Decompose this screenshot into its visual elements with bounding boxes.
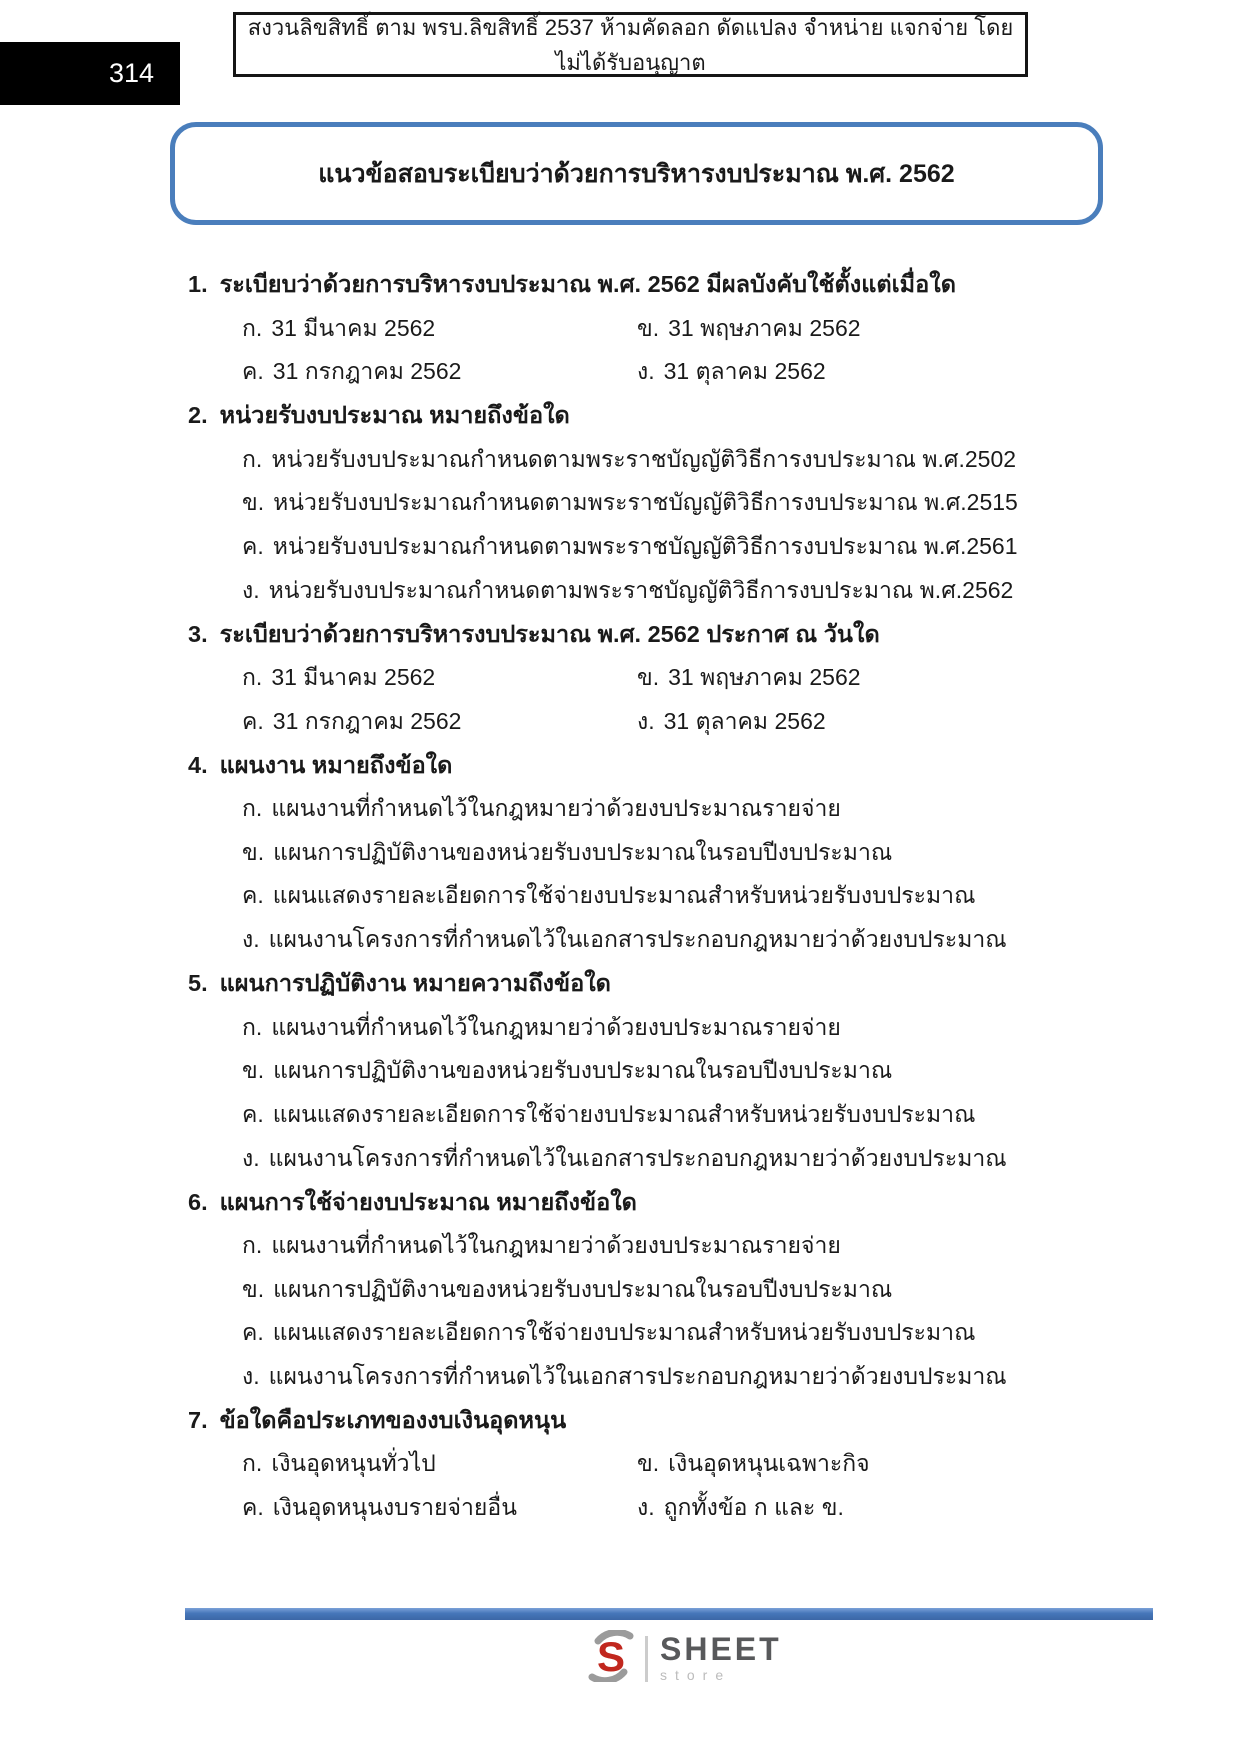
choice-label: ก. <box>242 1450 263 1477</box>
choice-option <box>242 704 637 740</box>
choice-label: ข. <box>637 1450 660 1477</box>
choice-option <box>637 1446 1188 1482</box>
choice-label: ง. <box>637 1494 655 1521</box>
choice-option <box>637 704 1188 740</box>
choice-option <box>637 354 1188 390</box>
question-4-choice-d <box>188 918 1188 962</box>
choice-label: ค. <box>242 882 264 909</box>
question-number: 7. <box>188 1407 208 1434</box>
document-title: แนวข้อสอบระเบียบว่าด้วยการบริหารงบประมาณ พ.ศ. 2562 <box>318 159 955 188</box>
question-text: แผนการใช้จ่ายงบประมาณ หมายถึงข้อใด <box>219 1188 637 1215</box>
question-text: ข้อใดคือประเภทของงบเงินอุดหนุน <box>219 1407 567 1434</box>
question-5-heading <box>188 962 1188 1006</box>
choice-text: หน่วยรับงบประมาณกำหนดตามพระราชบัญญัติวิธีการงบประมาณ พ.ศ.2515 <box>273 489 1018 516</box>
choice-label: ค. <box>242 1100 264 1127</box>
question-4-heading <box>188 744 1188 788</box>
choice-option <box>242 1446 637 1482</box>
choice-label: ง. <box>242 926 260 953</box>
question-1-heading <box>188 263 1188 307</box>
question-7-choices-row-2 <box>188 1486 1188 1530</box>
question-7-choices-row-1 <box>188 1443 1188 1487</box>
question-4-choice-c <box>188 875 1188 919</box>
question-5-choice-d <box>188 1137 1188 1181</box>
question-4-choice-a <box>188 787 1188 831</box>
choice-text: แผนการปฏิบัติงานของหน่วยรับงบประมาณในรอบปีงบประมาณ <box>273 838 893 865</box>
choice-label: ค. <box>242 358 264 385</box>
question-number: 6. <box>188 1188 208 1215</box>
choice-label: ข. <box>242 838 265 865</box>
question-number: 3. <box>188 620 208 647</box>
copyright-text: สงวนลิขสิทธิ์ ตาม พรบ.ลิขสิทธิ์ 2537 ห้ามคัดลอก ดัดแปลง จำหน่าย แจกจ่าย โดยไม่ได้รับอนุญาต <box>247 14 1014 75</box>
choice-label: ง. <box>637 358 655 385</box>
choice-label: ก. <box>242 795 263 822</box>
choice-option <box>637 660 1188 696</box>
question-1-choices-row-2 <box>188 350 1188 394</box>
choice-text: 31 มีนาคม 2562 <box>271 314 436 341</box>
logo-brand-subtext: store <box>660 1667 732 1683</box>
question-5-choice-c <box>188 1093 1188 1137</box>
choice-option <box>637 311 1188 347</box>
choice-text: เงินอุดหนุนงบรายจ่ายอื่น <box>272 1494 517 1521</box>
page-number-badge <box>0 42 180 105</box>
choice-label: ก. <box>242 664 263 691</box>
question-2-choice-b <box>188 481 1188 525</box>
choice-text: แผนแสดงรายละเอียดการใช้จ่ายงบประมาณสำหรับหน่วยรับงบประมาณ <box>272 1100 976 1127</box>
question-6-heading <box>188 1180 1188 1224</box>
question-6-choice-c <box>188 1312 1188 1356</box>
choice-text: แผนการปฏิบัติงานของหน่วยรับงบประมาณในรอบปีงบประมาณ <box>273 1057 893 1084</box>
choice-label: ค. <box>242 1494 264 1521</box>
logo-brand-text: SHEET <box>660 1631 782 1667</box>
choice-label: ค. <box>242 707 264 734</box>
choice-text: หน่วยรับงบประมาณกำหนดตามพระราชบัญญัติวิธีการงบประมาณ พ.ศ.2561 <box>272 532 1018 559</box>
choice-text: แผนการปฏิบัติงานของหน่วยรับงบประมาณในรอบปีงบประมาณ <box>273 1275 893 1302</box>
question-number: 4. <box>188 751 208 778</box>
choice-text: เงินอุดหนุนเฉพาะกิจ <box>668 1450 870 1477</box>
choice-label: ข. <box>242 1057 265 1084</box>
question-2-choice-c <box>188 525 1188 569</box>
question-text: แผนงาน หมายถึงข้อใด <box>219 751 453 778</box>
logo-divider <box>645 1636 648 1682</box>
choice-label: ก. <box>242 445 263 472</box>
choice-text: 31 กรกฎาคม 2562 <box>272 707 462 734</box>
question-1-choices-row-1 <box>188 307 1188 351</box>
choice-label: ข. <box>242 489 265 516</box>
choice-label: ข. <box>637 664 660 691</box>
copyright-notice-box <box>233 12 1028 77</box>
choice-label: ง. <box>242 1144 260 1171</box>
choice-text: แผนแสดงรายละเอียดการใช้จ่ายงบประมาณสำหรับหน่วยรับงบประมาณ <box>272 1319 976 1346</box>
choice-text: 31 ตุลาคม 2562 <box>663 358 826 385</box>
question-text: ระเบียบว่าด้วยการบริหารงบประมาณ พ.ศ. 2562 ประกาศ ณ วันใด <box>219 620 880 647</box>
choice-label: ก. <box>242 1013 263 1040</box>
choice-label: ก. <box>242 314 263 341</box>
question-number: 5. <box>188 970 208 997</box>
questions-list <box>188 263 1188 1530</box>
choice-text: 31 พฤษภาคม 2562 <box>668 664 861 691</box>
choice-option <box>242 354 637 390</box>
choice-label: ง. <box>637 707 655 734</box>
question-number: 1. <box>188 271 208 298</box>
choice-label: ข. <box>637 314 660 341</box>
question-3-heading <box>188 613 1188 657</box>
question-6-choice-b <box>188 1268 1188 1312</box>
question-2-heading <box>188 394 1188 438</box>
choice-option <box>637 1490 1188 1526</box>
question-5-choice-b <box>188 1049 1188 1093</box>
choice-label: ง. <box>242 1363 260 1390</box>
footer-divider-bar <box>185 1608 1153 1620</box>
svg-text:S: S <box>596 1633 626 1680</box>
question-text: หน่วยรับงบประมาณ หมายถึงข้อใด <box>219 402 570 429</box>
question-6-choice-d <box>188 1355 1188 1399</box>
sheet-store-logo-icon <box>585 1630 637 1687</box>
choice-text: แผนงานที่กำหนดไว้ในกฎหมายว่าด้วยงบประมาณรายจ่าย <box>271 1013 841 1040</box>
choice-text: หน่วยรับงบประมาณกำหนดตามพระราชบัญญัติวิธีการงบประมาณ พ.ศ.2502 <box>271 445 1017 472</box>
choice-option <box>242 311 637 347</box>
page-number: 314 <box>108 58 154 88</box>
choice-text: แผนแสดงรายละเอียดการใช้จ่ายงบประมาณสำหรับหน่วยรับงบประมาณ <box>272 882 976 909</box>
choice-text: 31 มีนาคม 2562 <box>271 664 436 691</box>
question-7-heading <box>188 1399 1188 1443</box>
choice-text: 31 ตุลาคม 2562 <box>663 707 826 734</box>
choice-text: แผนงานที่กำหนดไว้ในกฎหมายว่าด้วยงบประมาณรายจ่าย <box>271 1231 841 1258</box>
question-2-choice-a <box>188 438 1188 482</box>
choice-text: 31 กรกฎาคม 2562 <box>272 358 462 385</box>
sheet-store-logo <box>585 1630 782 1687</box>
choice-label: ก. <box>242 1231 263 1258</box>
choice-text: เงินอุดหนุนทั่วไป <box>271 1450 436 1477</box>
choice-label: ข. <box>242 1275 265 1302</box>
question-text: แผนการปฏิบัติงาน หมายความถึงข้อใด <box>219 970 611 997</box>
question-2-choice-d <box>188 569 1188 613</box>
question-5-choice-a <box>188 1006 1188 1050</box>
choice-label: ค. <box>242 532 264 559</box>
choice-text: แผนงานโครงการที่กำหนดไว้ในเอกสารประกอบกฎหมายว่าด้วยงบประมาณ <box>268 1363 1007 1390</box>
question-text: ระเบียบว่าด้วยการบริหารงบประมาณ พ.ศ. 2562 มีผลบังคับใช้ตั้งแต่เมื่อใด <box>219 271 957 298</box>
question-number: 2. <box>188 402 208 429</box>
document-title-box <box>170 122 1103 225</box>
choice-option <box>242 660 637 696</box>
question-6-choice-a <box>188 1224 1188 1268</box>
choice-text: 31 พฤษภาคม 2562 <box>668 314 861 341</box>
question-3-choices-row-2 <box>188 700 1188 744</box>
choice-label: ค. <box>242 1319 264 1346</box>
choice-text: หน่วยรับงบประมาณกำหนดตามพระราชบัญญัติวิธีการงบประมาณ พ.ศ.2562 <box>268 576 1014 603</box>
choice-text: แผนงานโครงการที่กำหนดไว้ในเอกสารประกอบกฎหมายว่าด้วยงบประมาณ <box>268 1144 1007 1171</box>
question-4-choice-b <box>188 831 1188 875</box>
choice-text: ถูกทั้งข้อ ก และ ข. <box>663 1494 844 1521</box>
choice-label: ง. <box>242 576 260 603</box>
choice-text: แผนงานโครงการที่กำหนดไว้ในเอกสารประกอบกฎหมายว่าด้วยงบประมาณ <box>268 926 1007 953</box>
choice-text: แผนงานที่กำหนดไว้ในกฎหมายว่าด้วยงบประมาณรายจ่าย <box>271 795 841 822</box>
question-3-choices-row-1 <box>188 656 1188 700</box>
choice-option <box>242 1490 637 1526</box>
